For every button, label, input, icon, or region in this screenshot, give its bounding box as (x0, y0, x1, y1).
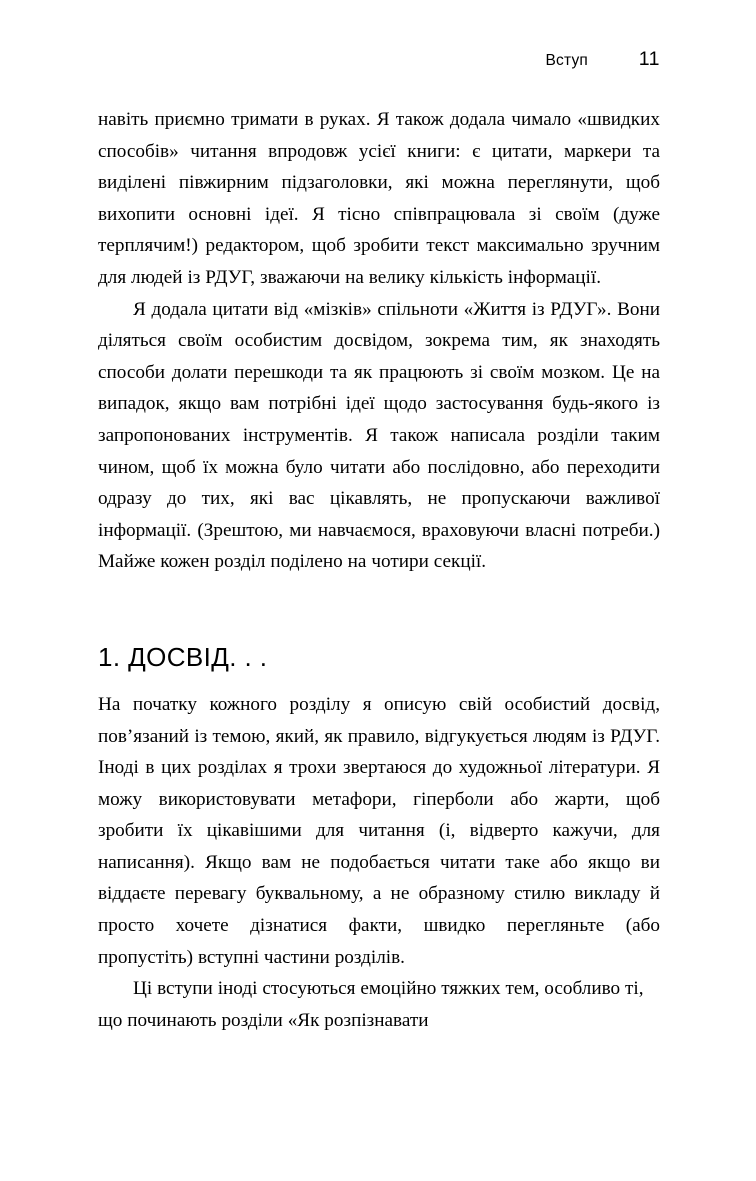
body-paragraph: Я додала цитати від «мізків» спільноти «Життя із РДУГ». Вони діляться своїм особистим досвідом, зокрема тим, як знаходять способи долати перешкоди та як працюють зі своїм мозком. Це на випадок, якщо вам потрібні ідеї щодо застосування будь-якого із запропонованих інструментів. Я також написала розділи таким чином, щоб їх можна було читати або послідовно, або переходити одразу до тих, які вас цікавлять, не пропускаючи важливої інформації. (Зрештою, ми навчаємося, враховуючи власні потреби.) Майже кожен розділ поділено на чотири секції. (98, 298, 660, 573)
body-paragraph: навіть приємно тримати в руках. Я також додала чимало «швидких способів» читання впродовж усієї книги: є цитати, маркери та виділені півжирним підзаголовки, які можна переглянути, щоб вихопити основні ідеї. Я тісно співпрацювала зі своїм (дуже терплячим!) редактором, щоб зробити текст максимально зручним для людей із РДУГ, зважаючи на велику кількість інформації. (98, 109, 660, 288)
body-paragraph: Ці вступи іноді стосуються емоційно тяжких тем, особливо ті, що починають розділи «Як розпізнавати (98, 978, 644, 1031)
body-paragraph: На початку кожного розділу я описую свій особистий досвід, пов’язаний із темою, який, як правило, відгукується людям із РДУГ. Іноді в цих розділах я трохи звертаюся до художньої літератури. Я можу використовувати метафори, гіперболи або жарти, щоб зробити їх цікавішими для читання (і, відверто кажучи, для написання). Якщо вам не подобається читати таке або якщо ви віддаєте перевагу буквальному, а не образному стилю викладу й просто хочете дізнатися факти, швидко перегляньте (або пропустіть) вступні частини розділів. (98, 693, 660, 968)
running-head (98, 48, 660, 74)
page-number: 11 (638, 48, 660, 70)
section-heading: 1. ДОСВІД. . . (98, 641, 268, 672)
heading-spacer (98, 578, 660, 641)
heading-spacer-below (98, 673, 660, 689)
text-column (98, 104, 660, 1036)
running-head-title: Вступ (545, 52, 588, 69)
